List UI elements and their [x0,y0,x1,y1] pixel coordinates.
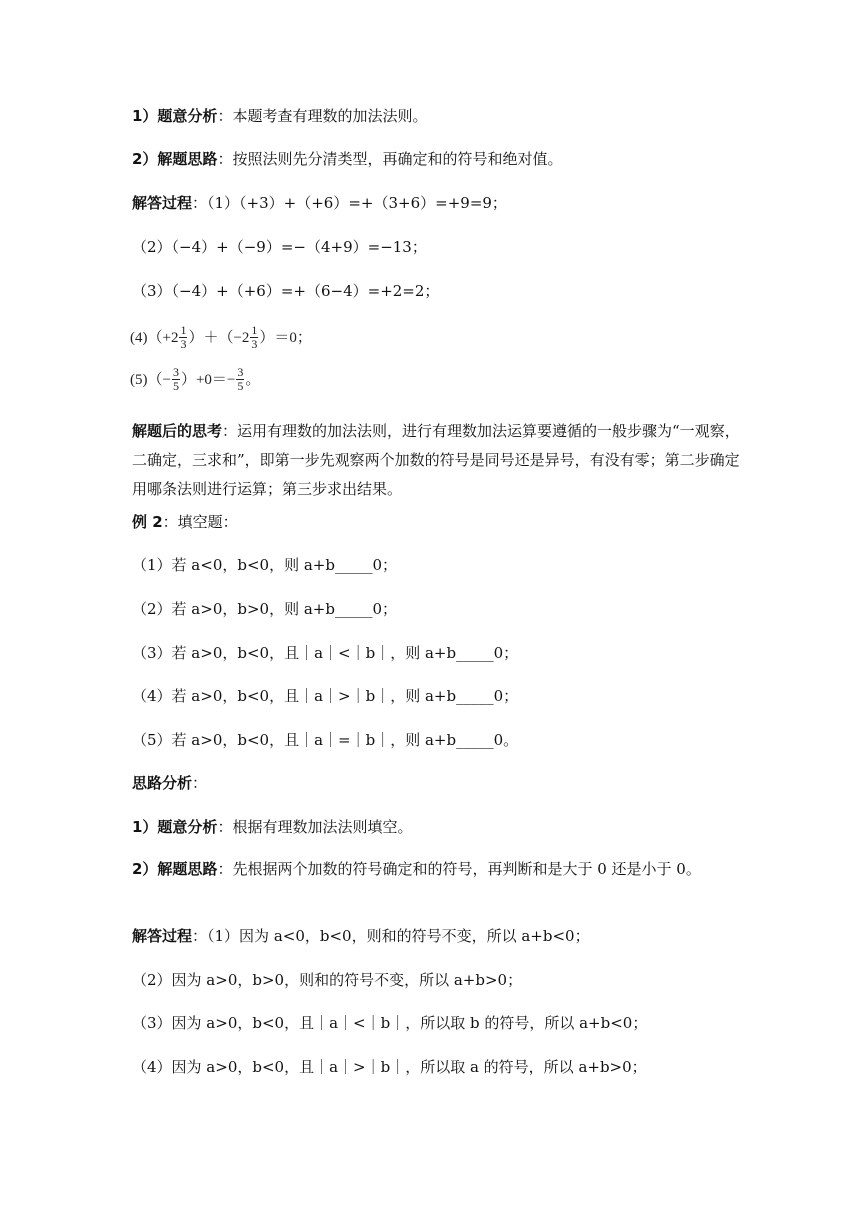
example-item-4: （4）若 a>0，b<0，且｜a｜>｜b｜，则 a+b_____0； [132,687,519,705]
example-item-3: （3）若 a>0，b<0，且｜a｜<｜b｜，则 a+b_____0； [132,644,519,662]
solution2-step-4: （4）因为 a>0，b<0，且｜a｜>｜b｜，所以取 a 的符号，所以 a+b>0； [132,1058,647,1076]
formula-4-suffix: ）＝0； [259,329,312,346]
reflection-paragraph [132,417,752,504]
fraction-numerator: 1 [180,323,187,337]
formula-4-prefix: (4)（+2 [130,329,179,346]
reflection-text: ：运用有理数的加法法则，进行有理数加法运算要遵循的一般步骤为“一观察，二确定，三求和”，即第一步先观察两个加数的符号是同号还是异号，有没有零；第二步确定用哪条法则进行运算；第三步求出结果。 [132,422,740,498]
solution2-step-2: （2）因为 a>0，b>0，则和的符号不变，所以 a+b>0； [132,971,523,989]
formula-4-middle: ）＋（−2 [188,329,250,346]
analysis-text: ：本题考查有理数的加法法则。 [217,107,428,125]
fraction [250,324,258,351]
formula-5-suffix: 。 [245,371,261,388]
fraction-denominator: 3 [180,337,187,351]
solution-label: 解答过程 [132,194,193,212]
idea-paragraph-1 [132,144,752,174]
fraction-numerator: 1 [251,323,258,337]
solution-paragraph-1 [132,188,752,218]
analysis-label: 1）题意分析 [132,107,218,125]
fraction-numerator: 3 [172,365,179,379]
fraction [172,366,180,393]
formula-step-4 [130,324,312,351]
analysis-label: 1）题意分析 [132,818,218,836]
solution-paragraph-2 [132,921,752,951]
analysis-text: ：根据有理数加法法则填空。 [217,818,413,836]
formula-5-prefix: (5)（− [130,371,171,388]
idea-text: ：按照法则先分清类型，再确定和的符号和绝对值。 [217,150,563,168]
solution-label: 解答过程 [132,927,193,945]
solution-step-3: （3）（−4）+（+6）=+（6−4）=+2=2； [132,282,440,300]
fraction-denominator: 5 [172,379,179,393]
idea-paragraph-2 [132,855,752,884]
fraction-denominator: 3 [251,337,258,351]
example-item-2: （2）若 a>0，b>0，则 a+b_____0； [132,600,398,618]
example-item-1: （1）若 a<0，b<0，则 a+b_____0； [132,556,398,574]
idea-label: 2）解题思路 [132,860,218,878]
fraction [236,366,244,393]
solution-text: ：（1）（+3）+（+6）=+（3+6）=+9=9； [192,194,507,212]
thinking-label: 思路分析 [132,774,193,792]
idea-label: 2）解题思路 [132,150,218,168]
fraction-numerator: 3 [237,365,244,379]
formula-5-middle: ）+0＝− [180,371,236,388]
formula-step-5 [130,366,260,393]
fraction-denominator: 5 [237,379,244,393]
analysis-paragraph-2 [132,812,752,842]
thinking-colon: ： [192,774,208,792]
example-label: 例 2 [132,513,163,531]
example-2-heading [132,507,752,537]
solution-step-2: （2）（−4）+（−9）=−（4+9）=−13； [132,238,427,256]
fraction [179,324,187,351]
solution-text: ：（1）因为 a<0，b<0，则和的符号不变，所以 a+b<0； [192,927,590,945]
example-text: ：填空题： [162,513,238,531]
idea-text: ：先根据两个加数的符号确定和的符号，再判断和是大于 0 还是小于 0。 [217,860,701,878]
thinking-heading [132,768,752,798]
example-item-5: （5）若 a>0，b<0，且｜a｜=｜b｜，则 a+b_____0。 [132,731,519,749]
analysis-paragraph-1 [132,101,752,131]
solution2-step-3: （3）因为 a>0，b<0，且｜a｜<｜b｜，所以取 b 的符号，所以 a+b<0； [132,1014,648,1032]
reflection-label: 解题后的思考 [132,422,223,440]
